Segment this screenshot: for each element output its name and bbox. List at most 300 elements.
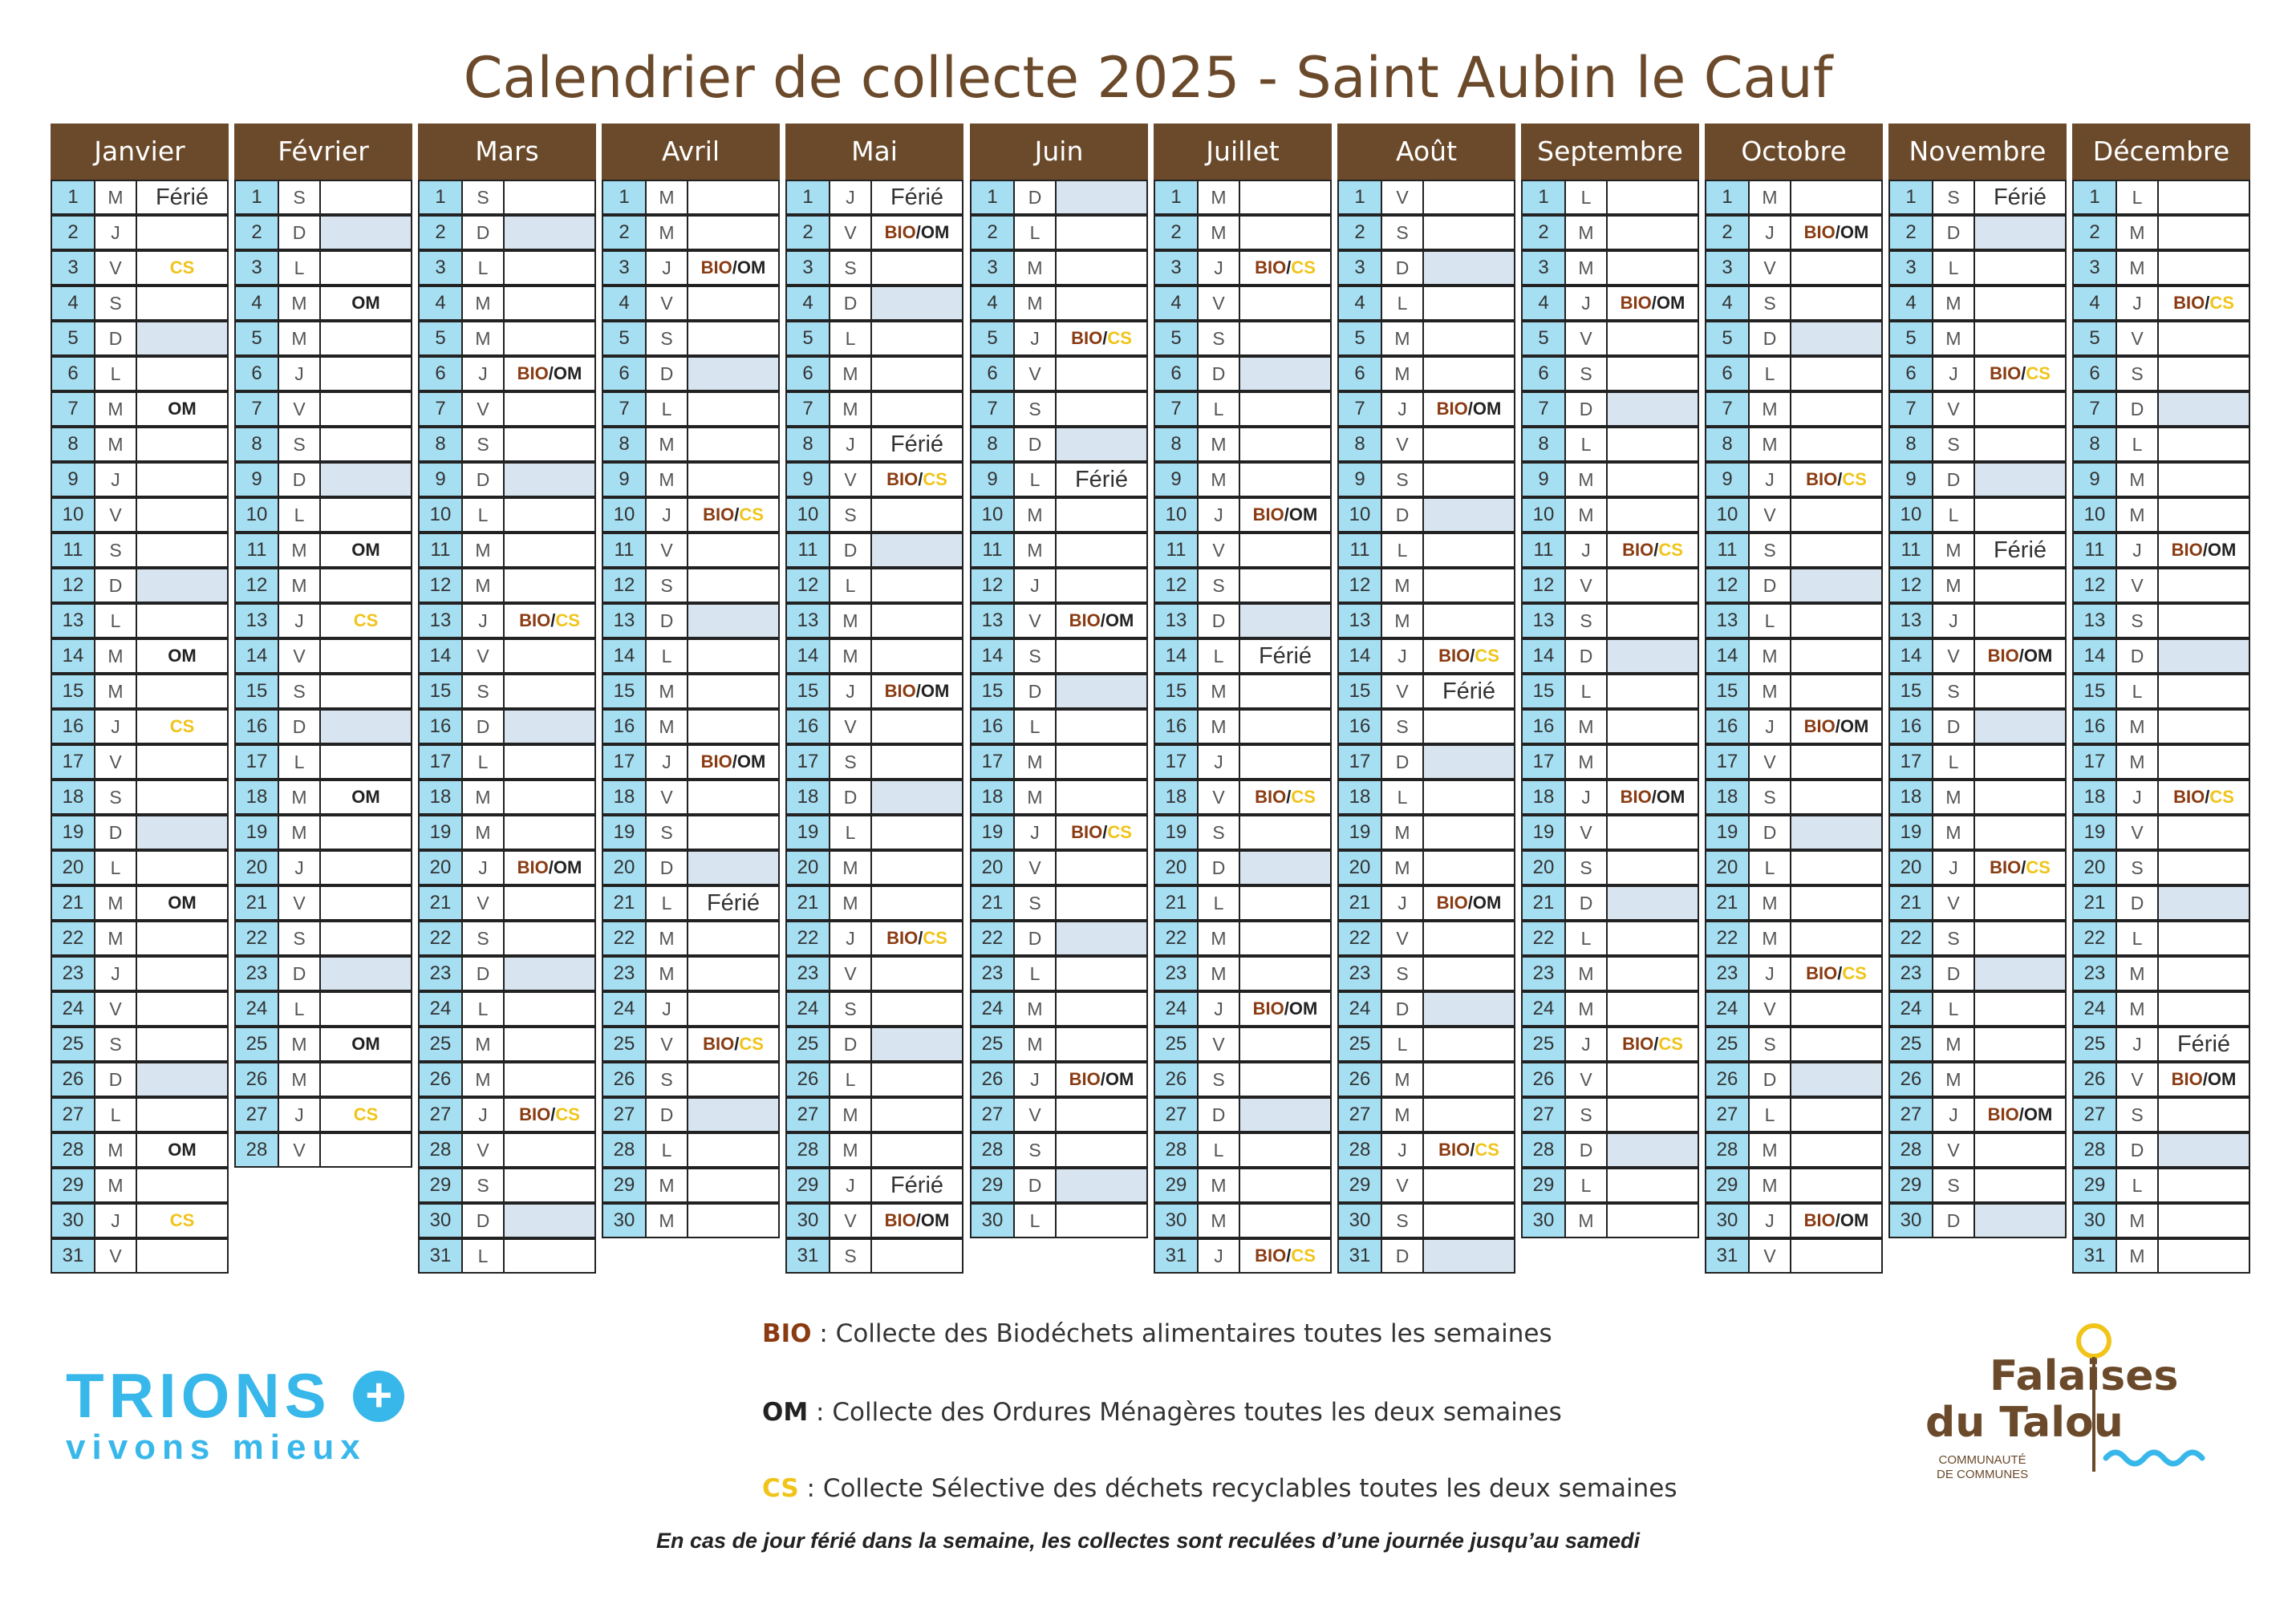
weekday-letter: J <box>1750 217 1791 249</box>
weekday-letter: V <box>463 640 505 672</box>
day-number: 10 <box>1890 499 1933 531</box>
weekday-letter: M <box>1750 675 1791 707</box>
weekday-letter: J <box>95 217 137 249</box>
day-number: 4 <box>52 287 95 319</box>
collection-cell <box>1057 781 1146 813</box>
day-row <box>1521 391 1699 427</box>
month-header: Juin <box>970 124 1148 180</box>
weekday-letter: L <box>1566 428 1608 460</box>
collection-cell <box>1975 1099 2065 1131</box>
weekday-letter: L <box>463 499 505 531</box>
collection-om: OM <box>736 751 766 772</box>
collection-cell <box>1608 569 1698 602</box>
weekday-letter: S <box>830 993 872 1025</box>
weekday-letter: L <box>647 887 688 919</box>
day-number: 20 <box>236 852 279 884</box>
day-number: 1 <box>420 181 463 213</box>
weekday-letter: J <box>830 922 872 954</box>
day-row <box>1888 1027 2067 1062</box>
day-number: 8 <box>52 428 95 460</box>
day-row <box>1337 1238 1515 1274</box>
collection-cell <box>137 993 227 1025</box>
day-row <box>1337 497 1515 533</box>
weekday-letter: J <box>279 852 321 884</box>
collection-cell <box>137 922 227 954</box>
month-header: Janvier <box>51 124 229 180</box>
day-row <box>1888 815 2067 850</box>
day-row <box>1521 956 1699 991</box>
day-number: 23 <box>1155 958 1199 990</box>
weekday-letter: M <box>1199 922 1240 954</box>
day-row <box>1705 991 1883 1027</box>
day-row <box>602 356 780 391</box>
holiday-label: Férié <box>1258 643 1312 669</box>
day-row <box>785 533 963 568</box>
month-header: Avril <box>602 124 780 180</box>
collection-cell <box>1608 1028 1698 1060</box>
collection-cell <box>1791 958 1881 990</box>
weekday-letter: M <box>463 1063 505 1096</box>
collection-cell <box>137 852 227 884</box>
day-number: 4 <box>2074 287 2117 319</box>
day-row <box>1521 674 1699 709</box>
collection-bio: BIO <box>519 610 551 630</box>
day-number: 15 <box>1339 675 1382 707</box>
day-row <box>1705 885 1883 921</box>
weekday-letter: M <box>1566 746 1608 778</box>
weekday-letter: M <box>1382 569 1424 602</box>
day-number: 30 <box>2074 1205 2117 1237</box>
weekday-letter: M <box>830 393 872 425</box>
collection-cell <box>1975 287 2065 319</box>
collection-cs: CS <box>169 257 195 277</box>
collection-bio: BIO <box>1069 1069 1101 1089</box>
day-row <box>1154 638 1332 674</box>
separator: / <box>734 1034 740 1054</box>
collection-cell <box>1057 958 1146 990</box>
collection-cell <box>2159 675 2249 707</box>
day-number: 23 <box>1890 958 1933 990</box>
day-row <box>1337 638 1515 674</box>
day-number: 18 <box>1890 781 1933 813</box>
collection-cs: CS <box>1475 646 1499 666</box>
weekday-letter: J <box>2117 287 2159 319</box>
weekday-letter: S <box>1199 322 1240 354</box>
weekday-letter: D <box>1199 852 1240 884</box>
day-row <box>51 1203 229 1238</box>
day-number: 21 <box>1339 887 1382 919</box>
day-number: 28 <box>420 1134 463 1166</box>
weekday-letter: M <box>463 781 505 813</box>
collection-cell <box>1791 322 1881 354</box>
separator: / <box>732 751 737 772</box>
day-number: 7 <box>236 393 279 425</box>
day-number: 27 <box>236 1099 279 1131</box>
day-row <box>418 956 596 991</box>
day-number: 7 <box>787 393 830 425</box>
collection-cell <box>1791 605 1881 637</box>
weekday-letter: M <box>95 428 137 460</box>
collection-cell <box>872 993 962 1025</box>
weekday-letter: S <box>1933 922 1975 954</box>
day-row <box>234 427 412 462</box>
weekday-letter: M <box>1933 781 1975 813</box>
falaises-logo-subtitle <box>1937 1453 2028 1482</box>
day-row <box>602 286 780 321</box>
day-row <box>418 427 596 462</box>
day-row <box>1521 356 1699 391</box>
day-number: 23 <box>972 958 1015 990</box>
day-row <box>785 286 963 321</box>
weekday-letter: J <box>463 852 505 884</box>
day-row <box>2072 991 2250 1027</box>
day-row <box>785 1097 963 1132</box>
collection-cell <box>1424 358 1514 390</box>
collection-cs: CS <box>555 610 580 630</box>
day-number: 12 <box>1890 569 1933 602</box>
weekday-letter: V <box>279 640 321 672</box>
day-number: 9 <box>1339 464 1382 496</box>
separator: / <box>548 363 554 383</box>
collection-cell <box>1424 393 1514 425</box>
weekday-letter: M <box>2117 252 2159 284</box>
weekday-letter: M <box>1933 322 1975 354</box>
collection-cell <box>1608 852 1698 884</box>
day-number: 27 <box>1890 1099 1933 1131</box>
day-row <box>785 956 963 991</box>
weekday-letter: M <box>647 428 688 460</box>
day-number: 19 <box>1155 816 1199 849</box>
day-number: 10 <box>972 499 1015 531</box>
day-row <box>1154 568 1332 603</box>
weekday-letter: J <box>1199 746 1240 778</box>
separator: / <box>734 504 740 525</box>
collection-cell <box>1975 1028 2065 1060</box>
weekday-letter: D <box>279 711 321 743</box>
collection-cell <box>321 534 411 566</box>
holiday-label: Férié <box>2176 1031 2231 1057</box>
separator: / <box>915 1210 921 1230</box>
collection-cell <box>1975 852 2065 884</box>
collection-cell <box>505 1134 594 1166</box>
weekday-letter: L <box>279 499 321 531</box>
day-row <box>1521 921 1699 956</box>
month-header: Septembre <box>1521 124 1699 180</box>
collection-cell <box>1608 1063 1698 1096</box>
collection-cell <box>688 464 778 496</box>
month-header: Juillet <box>1154 124 1332 180</box>
collection-bio: BIO <box>1620 293 1652 313</box>
collection-bio: BIO <box>2173 293 2205 313</box>
day-row <box>1337 885 1515 921</box>
collection-cell <box>505 675 594 707</box>
weekday-letter: S <box>463 675 505 707</box>
collection-cell <box>505 393 594 425</box>
separator: / <box>1102 822 1108 842</box>
weekday-letter: M <box>1382 1099 1424 1131</box>
day-number: 18 <box>236 781 279 813</box>
day-row <box>602 391 780 427</box>
collection-cell <box>1608 1099 1698 1131</box>
collection-bio: BIO <box>1438 1140 1470 1160</box>
collection-cell <box>321 781 411 813</box>
day-row <box>1337 1203 1515 1238</box>
collection-cell <box>321 358 411 390</box>
collection-cell <box>1791 1028 1881 1060</box>
day-number: 17 <box>1890 746 1933 778</box>
day-row <box>970 815 1148 850</box>
day-row <box>602 1203 780 1238</box>
day-row <box>970 780 1148 815</box>
weekday-letter: L <box>1015 217 1057 249</box>
weekday-letter: J <box>647 746 688 778</box>
collection-bio: BIO <box>1071 822 1103 842</box>
collection-cell <box>1791 287 1881 319</box>
collection-bio: BIO <box>1990 857 2022 877</box>
day-number: 2 <box>236 217 279 249</box>
weekday-letter: D <box>1933 464 1975 496</box>
collection-cell <box>872 464 962 496</box>
weekday-letter: M <box>647 1205 688 1237</box>
weekday-letter: L <box>1566 922 1608 954</box>
day-number: 30 <box>603 1205 647 1237</box>
day-number: 12 <box>972 569 1015 602</box>
weekday-letter: D <box>1750 569 1791 602</box>
weekday-letter: L <box>1199 1134 1240 1166</box>
collection-om: OM <box>1105 610 1134 630</box>
collection-om: OM <box>2023 646 2053 666</box>
separator: / <box>1467 893 1473 913</box>
weekday-letter: J <box>647 499 688 531</box>
weekday-letter: J <box>95 464 137 496</box>
day-row <box>602 462 780 497</box>
weekday-letter: S <box>647 569 688 602</box>
holiday-label: Férié <box>1442 678 1496 704</box>
day-row <box>1888 638 2067 674</box>
collection-cell <box>1240 746 1330 778</box>
day-number: 19 <box>603 816 647 849</box>
weekday-letter: V <box>1750 993 1791 1025</box>
collection-cell <box>1975 464 2065 496</box>
collection-cell <box>1975 252 2065 284</box>
day-row <box>970 1132 1148 1168</box>
collection-cell <box>1975 605 2065 637</box>
weekday-letter: J <box>1015 322 1057 354</box>
legend-bio-sep: : <box>811 1319 836 1348</box>
day-number: 19 <box>972 816 1015 849</box>
separator: / <box>732 257 737 277</box>
day-number: 30 <box>1890 1205 1933 1237</box>
day-number: 20 <box>1339 852 1382 884</box>
collection-cell <box>1424 852 1514 884</box>
collection-om: OM <box>168 646 197 666</box>
separator: / <box>1470 1140 1475 1160</box>
day-number: 30 <box>1523 1205 1566 1237</box>
separator: / <box>1835 716 1840 736</box>
day-row <box>51 462 229 497</box>
weekday-letter: M <box>1566 217 1608 249</box>
day-row <box>51 1168 229 1203</box>
weekday-letter: L <box>1933 746 1975 778</box>
collection-cell <box>1424 1028 1514 1060</box>
day-number: 10 <box>1155 499 1199 531</box>
collection-cs: CS <box>169 716 195 736</box>
day-row <box>2072 921 2250 956</box>
collection-cell <box>1791 499 1881 531</box>
day-number: 7 <box>420 393 463 425</box>
day-number: 24 <box>1339 993 1382 1025</box>
day-number: 11 <box>420 534 463 566</box>
day-row <box>2072 180 2250 215</box>
day-number: 23 <box>236 958 279 990</box>
collection-cell <box>1791 464 1881 496</box>
weekday-letter: V <box>1382 428 1424 460</box>
day-row <box>602 427 780 462</box>
day-number: 25 <box>787 1028 830 1060</box>
collection-cell <box>1240 322 1330 354</box>
day-row <box>602 1027 780 1062</box>
legend-cs-text: Collecte Sélective des déchets recyclables toutes les deux semaines <box>822 1474 1677 1503</box>
collection-cs: CS <box>1842 963 1867 983</box>
weekday-letter: M <box>95 1134 137 1166</box>
day-row <box>785 885 963 921</box>
collection-cell <box>505 217 594 249</box>
day-number: 16 <box>2074 711 2117 743</box>
day-row <box>602 780 780 815</box>
day-number: 19 <box>52 816 95 849</box>
separator: / <box>918 928 923 948</box>
weekday-letter: S <box>95 534 137 566</box>
separator: / <box>2202 1069 2208 1089</box>
collection-cell <box>688 217 778 249</box>
day-row <box>1154 991 1332 1027</box>
day-row <box>1521 568 1699 603</box>
collection-cell <box>137 1134 227 1166</box>
day-number: 15 <box>1155 675 1199 707</box>
day-number: 15 <box>787 675 830 707</box>
day-number: 26 <box>1523 1063 1566 1096</box>
day-number: 25 <box>2074 1028 2117 1060</box>
collection-cell <box>505 181 594 213</box>
day-row <box>1154 709 1332 744</box>
weekday-letter: M <box>1933 1063 1975 1096</box>
collection-cell <box>872 1028 962 1060</box>
collection-cell <box>688 322 778 354</box>
collection-om: OM <box>351 787 380 807</box>
collection-cell <box>1424 958 1514 990</box>
day-number: 12 <box>420 569 463 602</box>
day-row <box>1154 286 1332 321</box>
day-row <box>785 462 963 497</box>
weekday-letter: M <box>1199 217 1240 249</box>
day-number: 16 <box>236 711 279 743</box>
weekday-letter: V <box>463 887 505 919</box>
collection-cell <box>2159 322 2249 354</box>
day-number: 11 <box>1339 534 1382 566</box>
day-row <box>1521 780 1699 815</box>
day-number: 12 <box>1706 569 1750 602</box>
weekday-letter: L <box>647 640 688 672</box>
day-row <box>1154 744 1332 780</box>
collection-cell <box>1057 605 1146 637</box>
falaises-logo-line2: du Talou <box>1925 1399 2124 1447</box>
day-row <box>234 1062 412 1097</box>
collection-bio: BIO <box>517 857 549 877</box>
collection-cell <box>2159 993 2249 1025</box>
legend-om <box>762 1398 1562 1427</box>
collection-cell <box>1057 640 1146 672</box>
day-row <box>1154 250 1332 286</box>
day-number: 14 <box>1706 640 1750 672</box>
weekday-letter: V <box>1933 887 1975 919</box>
legend-om-sep: : <box>808 1398 833 1427</box>
day-row <box>2072 815 2250 850</box>
day-number: 14 <box>787 640 830 672</box>
weekday-letter: M <box>2117 1240 2159 1272</box>
day-number: 20 <box>1523 852 1566 884</box>
collection-cell <box>321 428 411 460</box>
collection-cell <box>137 428 227 460</box>
day-row <box>51 638 229 674</box>
collection-cell <box>1975 393 2065 425</box>
collection-cell <box>872 534 962 566</box>
day-row <box>1154 1097 1332 1132</box>
day-number: 28 <box>603 1134 647 1166</box>
day-number: 24 <box>1706 993 1750 1025</box>
collection-cell <box>688 640 778 672</box>
day-row <box>1337 462 1515 497</box>
collection-cell <box>1424 464 1514 496</box>
day-row <box>602 497 780 533</box>
day-row <box>234 850 412 885</box>
collection-cell <box>505 499 594 531</box>
collection-cell <box>1975 569 2065 602</box>
collection-cell <box>1975 922 2065 954</box>
day-row <box>51 1097 229 1132</box>
weekday-letter: L <box>95 358 137 390</box>
collection-cell <box>2159 922 2249 954</box>
day-row <box>1154 180 1332 215</box>
weekday-letter: M <box>279 322 321 354</box>
day-row <box>1888 885 2067 921</box>
weekday-letter: S <box>1199 1063 1240 1096</box>
day-row <box>1337 427 1515 462</box>
collection-bio: BIO <box>1803 716 1836 736</box>
weekday-letter: V <box>830 711 872 743</box>
weekday-letter: V <box>830 958 872 990</box>
separator: / <box>1284 998 1289 1019</box>
separator: / <box>1651 293 1657 313</box>
day-number: 3 <box>787 252 830 284</box>
month-header: Mai <box>785 124 963 180</box>
day-number: 18 <box>2074 781 2117 813</box>
day-number: 3 <box>420 252 463 284</box>
day-row <box>970 956 1148 991</box>
weekday-letter: M <box>2117 746 2159 778</box>
day-row <box>602 603 780 638</box>
day-row <box>2072 533 2250 568</box>
collection-cell <box>2159 958 2249 990</box>
collection-bio: BIO <box>2171 1069 2203 1089</box>
day-number: 14 <box>52 640 95 672</box>
day-row <box>51 850 229 885</box>
day-number: 9 <box>420 464 463 496</box>
collection-cell <box>2159 287 2249 319</box>
day-row <box>1705 568 1883 603</box>
collection-cell <box>137 958 227 990</box>
trions-logo <box>66 1360 404 1468</box>
weekday-letter: D <box>1382 1240 1424 1272</box>
